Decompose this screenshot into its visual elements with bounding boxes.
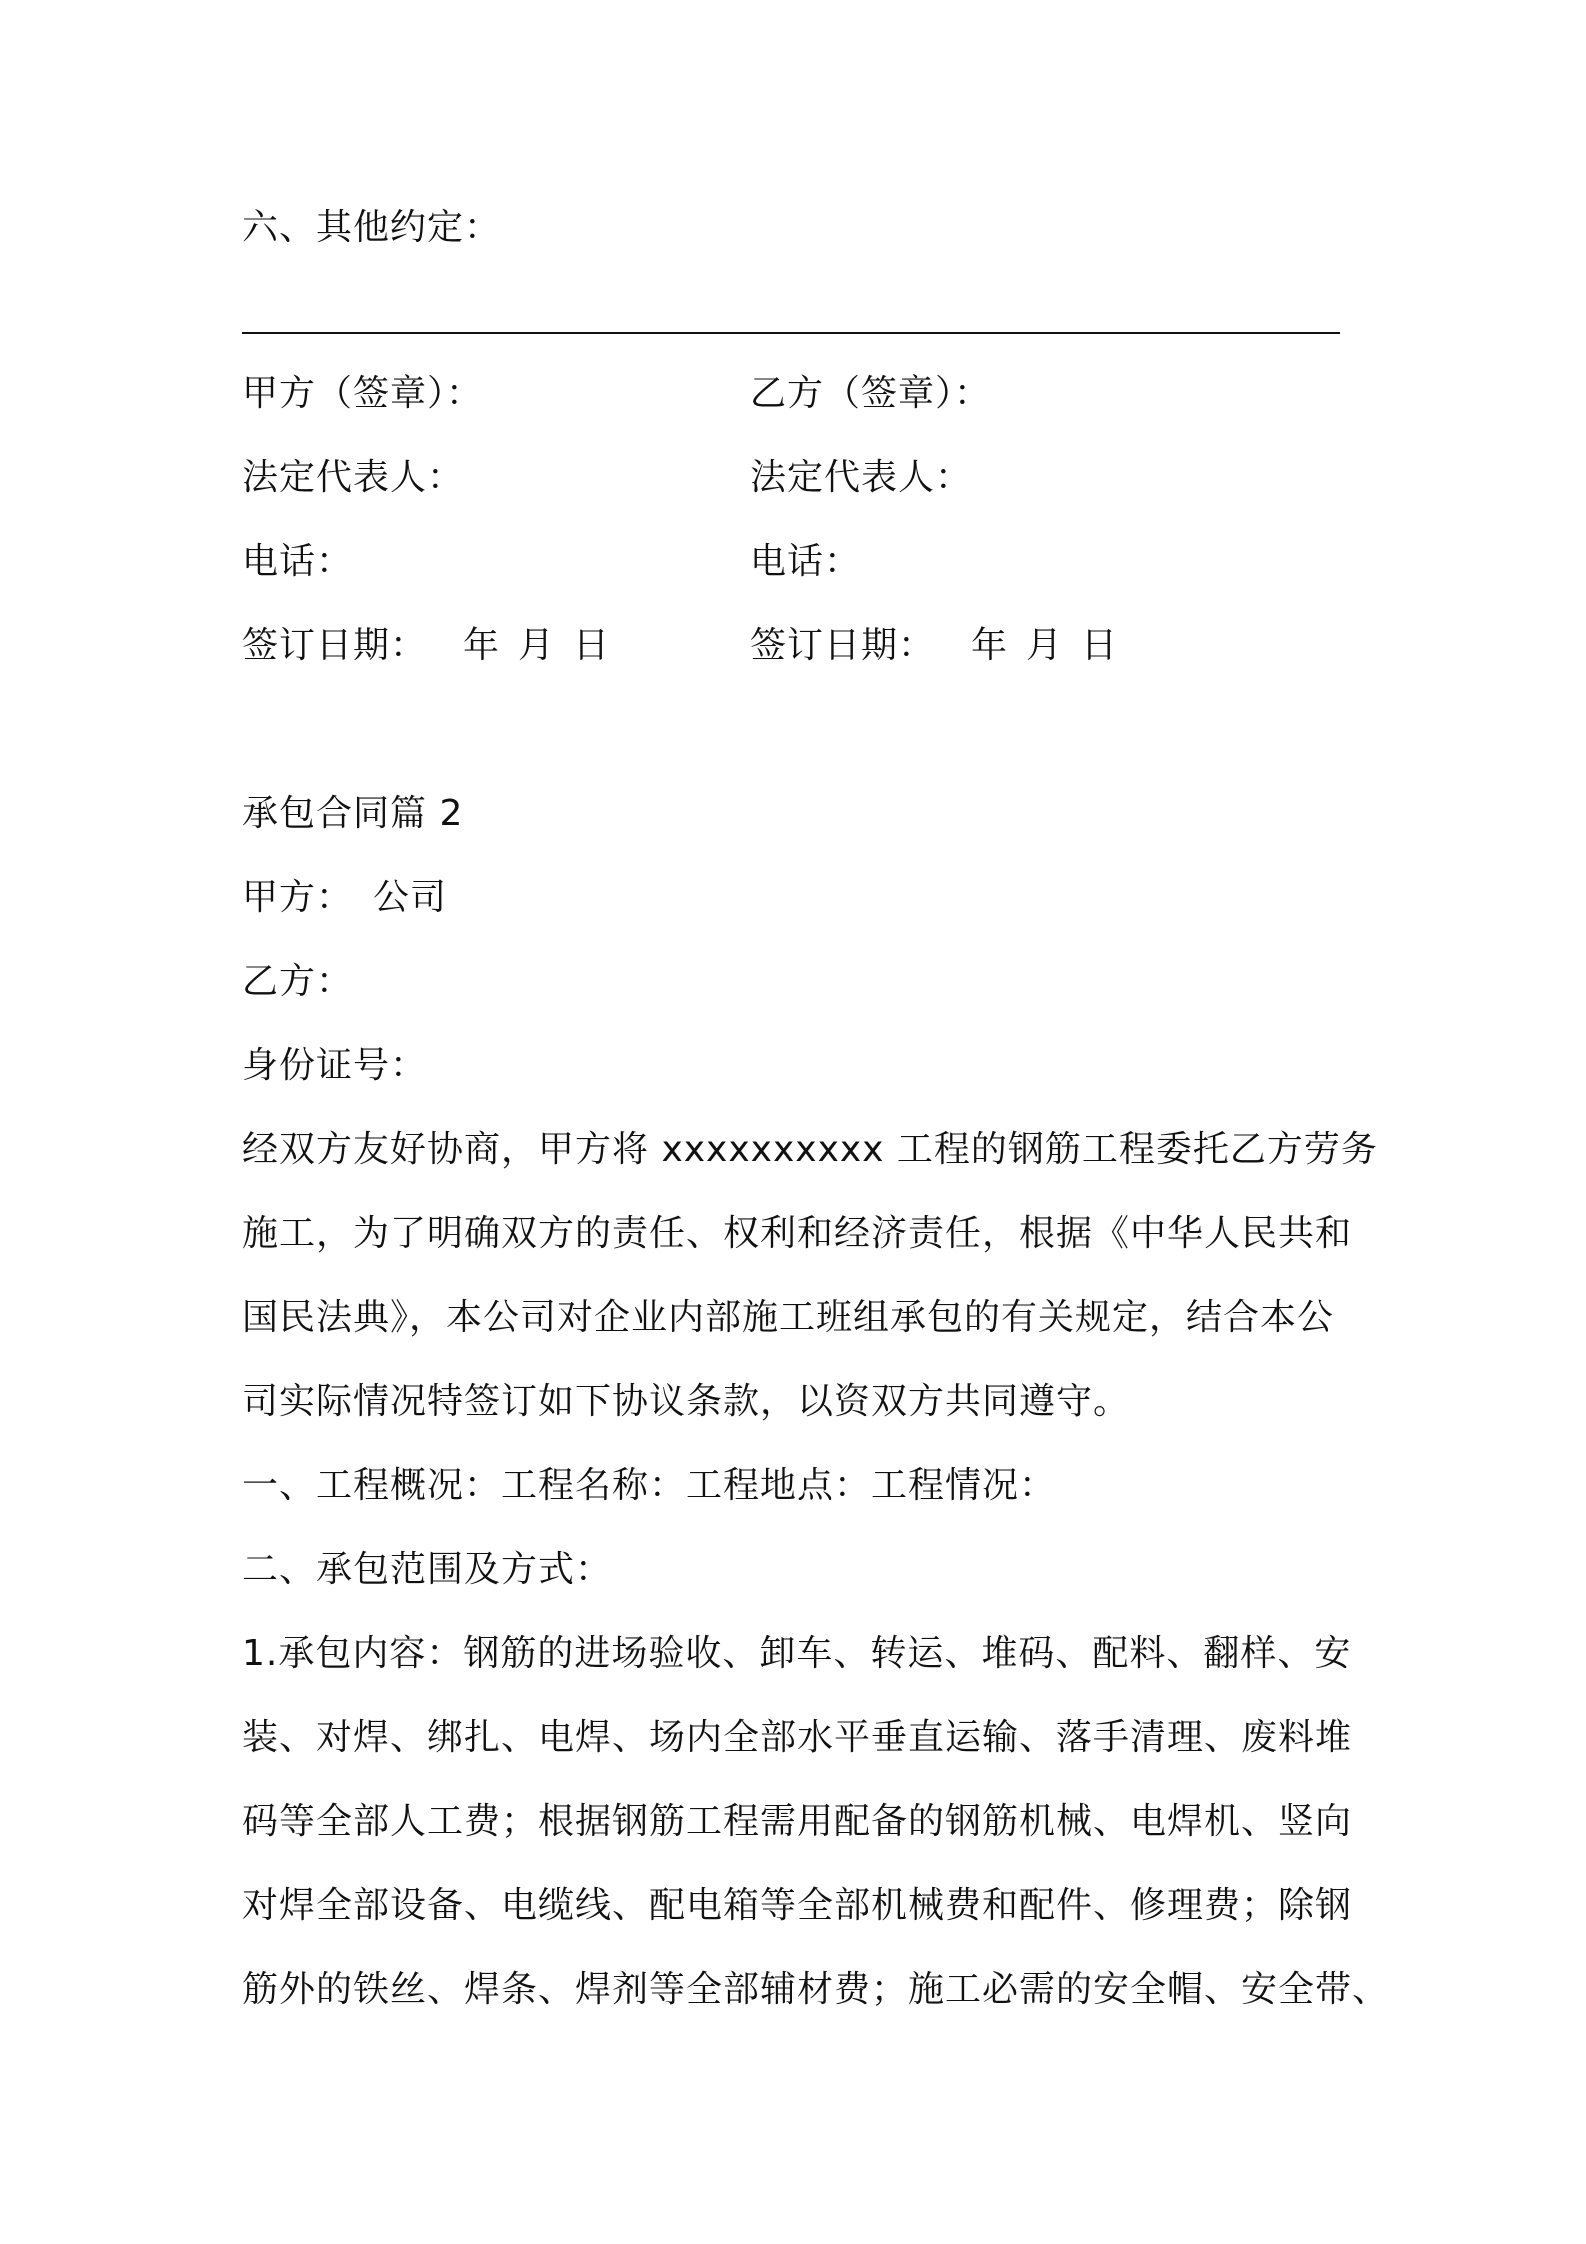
- other-terms-heading: 六、其他约定：: [242, 207, 502, 248]
- party-b-label: 乙方：: [242, 961, 354, 1002]
- party-b-date-month: 月: [1026, 625, 1064, 666]
- party-a-phone-label: 电话：: [242, 541, 354, 582]
- party-b-seal-label: 乙方（签章）：: [750, 373, 992, 414]
- section-two-heading: 二、承包范围及方式：: [242, 1549, 613, 1590]
- party-b-date-day: 日: [1081, 625, 1119, 666]
- party-a-date-month: 月: [518, 625, 556, 666]
- party-a-date-label: 签订日期：: [242, 625, 428, 666]
- id-number-label: 身份证号：: [242, 1045, 428, 1086]
- party-a-legal-rep-label: 法定代表人：: [242, 457, 465, 498]
- party-a-seal-label: 甲方（签章）：: [242, 373, 484, 414]
- party-a-date-day: 日: [573, 625, 611, 666]
- party-b-date-label: 签订日期：: [750, 625, 936, 666]
- content-line-1: 1.承包内容：钢筋的进场验收、卸车、转运、堆码、配料、翻样、安: [242, 1633, 1352, 1674]
- party-a-label: 甲方：: [242, 877, 354, 918]
- content-line-4: 对焊全部设备、电缆线、配电箱等全部机械费和配件、修理费；除钢: [242, 1885, 1353, 1926]
- content-line-5: 筋外的铁丝、焊条、焊剂等全部辅材费；施工必需的安全帽、安全带、: [242, 1969, 1390, 2010]
- content-line-3: 码等全部人工费；根据钢筋工程需用配备的钢筋机械、电焊机、竖向: [242, 1801, 1353, 1842]
- party-a-sign-date: [242, 624, 610, 668]
- party-b-sign-date: [750, 624, 1118, 668]
- contract-title: 承包合同篇 2: [242, 793, 464, 834]
- section-one-heading: 一、工程概况：工程名称：工程地点：工程情况：: [242, 1465, 1057, 1506]
- party-a-line: [242, 876, 447, 920]
- party-a-value: 公司: [373, 877, 448, 918]
- intro-line-2: 施工，为了明确双方的责任、权利和经济责任，根据《中华人民共和: [242, 1213, 1353, 1254]
- party-b-phone-label: 电话：: [750, 541, 862, 582]
- party-a-date-year: 年: [463, 625, 501, 666]
- intro-line-3: 国民法典》，本公司对企业内部施工班组承包的有关规定，结合本公: [242, 1297, 1335, 1338]
- party-b-date-year: 年: [971, 625, 1009, 666]
- intro-line-4: 司实际情况特签订如下协议条款，以资双方共同遵守。: [242, 1381, 1131, 1422]
- content-line-2: 装、对焊、绑扎、电焊、场内全部水平垂直运输、落手清理、废料堆: [242, 1717, 1353, 1758]
- party-b-legal-rep-label: 法定代表人：: [750, 457, 973, 498]
- fill-in-underline: [242, 332, 1340, 334]
- intro-line-1: 经双方友好协商，甲方将 xxxxxxxxxx 工程的钢筋工程委托乙方劳务: [242, 1129, 1378, 1170]
